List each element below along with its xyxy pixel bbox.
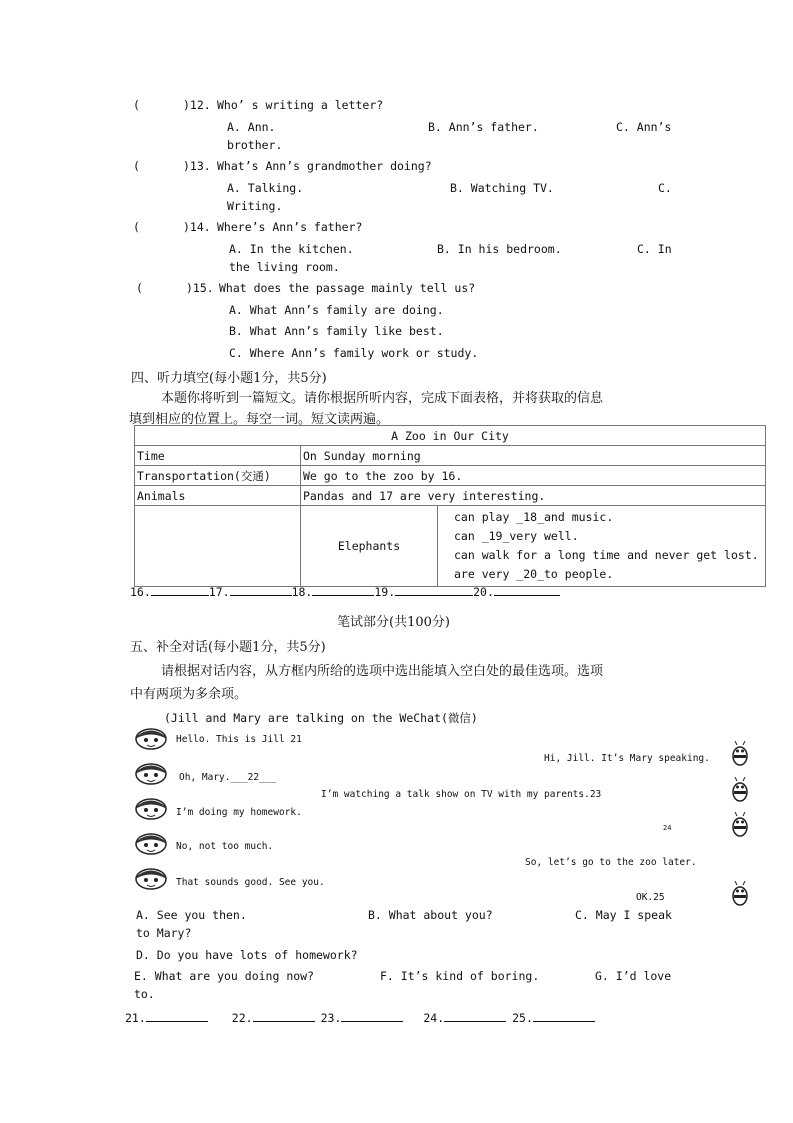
ability-line: are very _20_to people. [454, 567, 614, 581]
jill-avatar-icon [134, 797, 168, 821]
option-c: C. [658, 181, 672, 195]
table-cell-empty [135, 506, 301, 587]
question-number: )14. [183, 220, 211, 234]
answer-blanks [130, 583, 560, 599]
answer-blank[interactable] [533, 1009, 595, 1022]
answer-blank[interactable] [395, 583, 473, 596]
answer-blank[interactable] [230, 583, 292, 596]
mary-avatar-icon [731, 812, 749, 838]
answer-blank[interactable] [151, 583, 209, 596]
dialogue-line-jill: Oh, Mary.___22___ [179, 772, 277, 783]
answer-paren: ( [133, 220, 140, 234]
zoo-table [134, 425, 766, 587]
blank-label: 22. [231, 1011, 253, 1025]
blank-label: 23. [320, 1011, 342, 1025]
jill-avatar-icon [134, 762, 168, 786]
blank-label: 19. [374, 585, 396, 599]
option-a: A. Ann. [227, 120, 276, 134]
dialogue-line-mary: I’m watching a talk show on TV with my parents.23 [321, 789, 602, 800]
table-row [135, 486, 766, 506]
ability-line: can _19_very well. [454, 529, 579, 543]
question-stem: Where’s Ann’s father? [217, 220, 363, 234]
dialogue-line-mary: Hi, Jill. It’s Mary speaking. [544, 753, 710, 764]
option-a: A. In the kitchen. [229, 242, 354, 256]
dialogue-line-mary: 24 [663, 824, 672, 832]
option-a: A. What Ann’s family are doing. [229, 303, 444, 317]
option-b: B. Watching TV. [450, 181, 554, 195]
option-c: C. In [637, 242, 672, 256]
question-stem: What does the passage mainly tell us? [219, 281, 476, 295]
option-b: B. What Ann’s family like best. [229, 324, 444, 338]
jill-avatar-icon [134, 727, 168, 751]
part-heading: 笔试部分(共100分) [337, 615, 450, 630]
answer-blank[interactable] [341, 1009, 403, 1022]
option-c-continued: the living room. [229, 260, 340, 274]
section-instructions: 填到相应的位置上。每空一词。短文读两遍。 [129, 412, 390, 427]
answer-blank[interactable] [312, 583, 374, 596]
option-g: G. I’d love [595, 969, 672, 983]
option-c: C. Where Ann’s family work or study. [229, 346, 479, 360]
section-title: 四、听力填空(每小题1分，共5分) [131, 371, 327, 386]
answer-paren: ( [136, 281, 143, 295]
blank-label: 17. [208, 585, 230, 599]
blank-label: 18. [291, 585, 313, 599]
dialogue-line-jill: No, not too much. [176, 841, 274, 852]
section-instructions: 本题你将听到一篇短文。请你根据所听内容，完成下面表格，并将获取的信息 [161, 391, 604, 406]
table-cell-abilities [438, 506, 766, 587]
option-d: D. Do you have lots of homework? [136, 948, 358, 962]
answer-blank[interactable] [444, 1009, 506, 1022]
table-row [135, 446, 766, 466]
question-stem: What’s Ann’s grandmother doing? [217, 159, 432, 173]
table-row [135, 426, 766, 446]
table-row [135, 506, 766, 587]
option-c: C. May I speak [575, 908, 672, 922]
answer-paren: ( [133, 98, 140, 112]
option-a: A. Talking. [227, 181, 304, 195]
answer-blank[interactable] [494, 583, 560, 596]
option-c-continued: brother. [227, 138, 283, 152]
table-cell-label: Time [135, 446, 301, 466]
answer-paren: ( [133, 159, 140, 173]
blank-label: 20. [473, 585, 494, 599]
option-c-continued: to Mary? [136, 926, 192, 940]
mary-avatar-icon [731, 777, 749, 803]
dialogue-line-jill: That sounds good. See you. [176, 877, 325, 888]
mary-avatar-icon [731, 741, 749, 767]
question-number: )12. [183, 98, 211, 112]
dialogue-line-mary: OK.25 [636, 892, 665, 903]
dialogue-line-jill: I’m doing my homework. [176, 807, 302, 818]
table-cell-label: Animals [135, 486, 301, 506]
answer-blanks [125, 1009, 595, 1025]
option-b: B. What about you? [368, 908, 493, 922]
table-caption: A Zoo in Our City [135, 426, 766, 446]
section-instructions: 请根据对话内容，从方框内所给的选项中选出能填入空白处的最佳选项。选项 [161, 664, 604, 679]
table-cell-elephants: Elephants [301, 506, 438, 587]
dialogue-line-jill: Hello. This is Jill 21 [176, 734, 302, 745]
answer-blank[interactable] [253, 1009, 315, 1022]
table-row [135, 466, 766, 486]
section-title: 五、补全对话(每小题1分，共5分) [130, 640, 326, 655]
table-cell-label: Transportation(交通) [135, 466, 301, 486]
blank-label: 21. [125, 1011, 146, 1025]
ability-line: can walk for a long time and never get lost. [454, 548, 759, 562]
option-g-continued: to. [134, 987, 155, 1001]
option-f: F. It’s kind of boring. [380, 969, 540, 983]
table-cell-value: On Sunday morning [301, 446, 766, 466]
option-c-continued: Writing. [227, 199, 283, 213]
option-b: B. In his bedroom. [437, 242, 562, 256]
option-a: A. See you then. [136, 908, 247, 922]
blank-label: 16. [130, 585, 151, 599]
blank-label: 24. [423, 1011, 445, 1025]
section-instructions: 中有两项为多余项。 [130, 687, 248, 702]
dialogue-intro: (Jill and Mary are talking on the WeChat(微信) [164, 711, 478, 725]
question-number: )15. [186, 281, 214, 295]
mary-avatar-icon [731, 881, 749, 907]
question-stem: Who’ s writing a letter? [217, 98, 384, 112]
blank-label: 25. [512, 1011, 533, 1025]
option-b: B. Ann’s father. [428, 120, 539, 134]
option-e: E. What are you doing now? [134, 969, 315, 983]
jill-avatar-icon [134, 832, 168, 856]
dialogue-line-mary: So, let’s go to the zoo later. [525, 857, 697, 868]
option-c: C. Ann’s [616, 120, 672, 134]
table-cell-value: Pandas and 17 are very interesting. [301, 486, 766, 506]
ability-line: can play _18_and music. [454, 510, 614, 524]
jill-avatar-icon [134, 867, 168, 891]
answer-blank[interactable] [146, 1009, 208, 1022]
question-number: )13. [183, 159, 211, 173]
table-cell-value: We go to the zoo by 16. [301, 466, 766, 486]
